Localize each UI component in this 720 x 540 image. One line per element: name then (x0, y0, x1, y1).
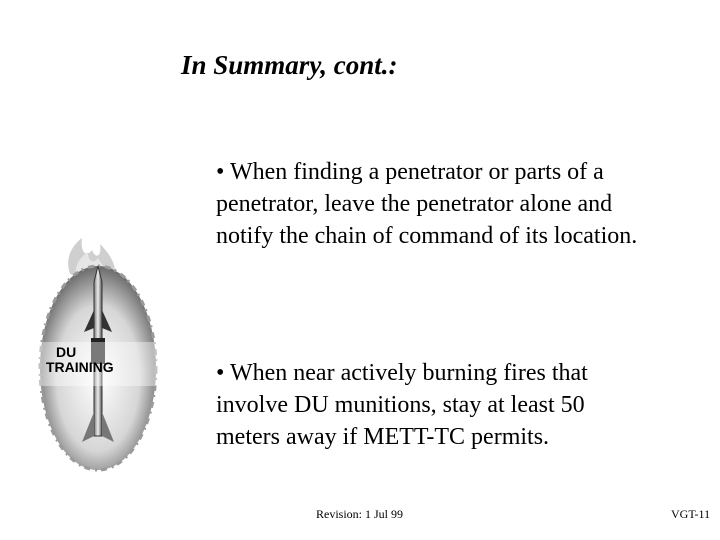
slide-number: VGT-11 (671, 507, 711, 521)
du-training-logo (36, 236, 160, 472)
bullet-penetrator: • When finding a penetrator or parts of a penetrator, leave the penetrator alone and notify the chain of command of its location. (216, 159, 638, 249)
logo-text-training: TRAINING (46, 359, 114, 375)
revision-label: Revision: 1 Jul 99 (316, 507, 404, 521)
logo-text-du: DU (56, 344, 77, 360)
slide-title: In Summary, cont.: (181, 50, 398, 80)
bullet-fires: • When near actively burning fires that involve DU munitions, stay at least 50 meters away if METT-TC permits. (216, 360, 588, 450)
